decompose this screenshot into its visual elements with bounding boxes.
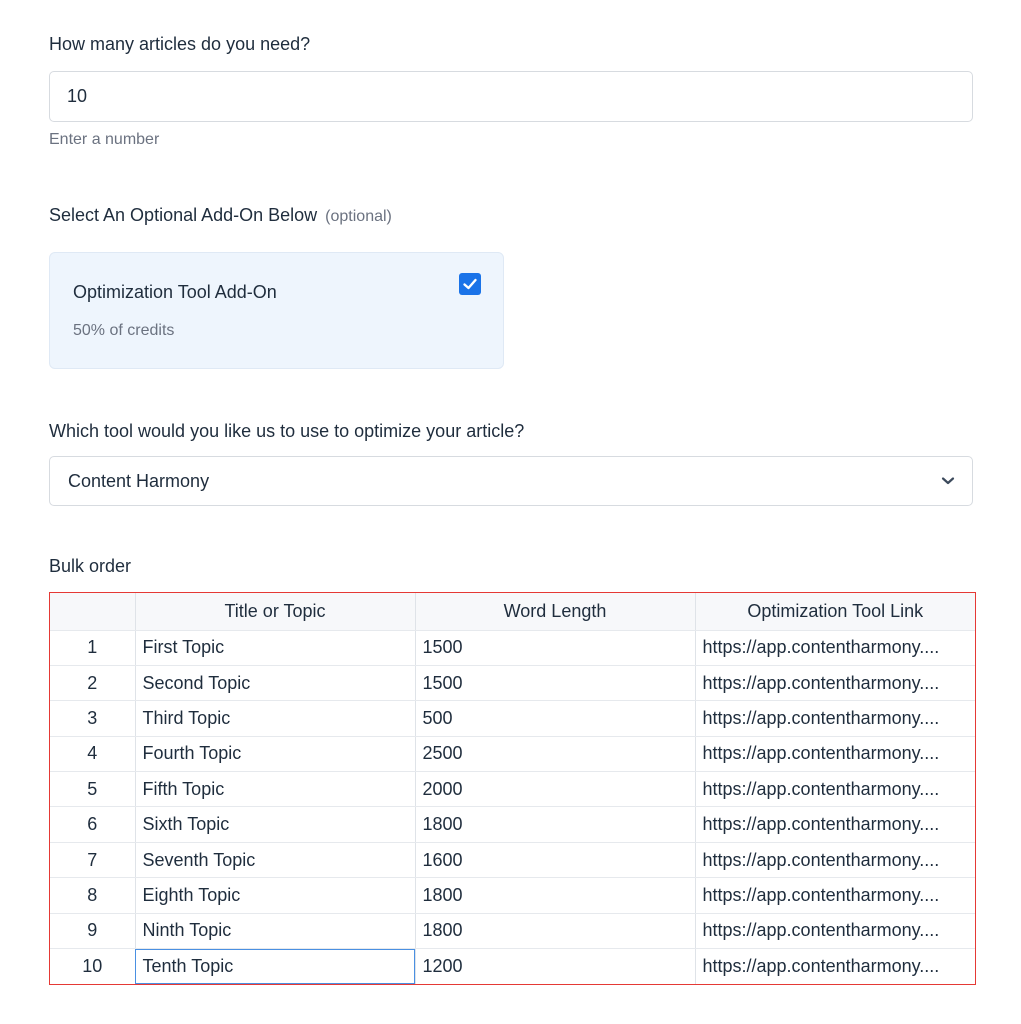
row-number: 8 [50, 878, 135, 913]
tool-select[interactable] [49, 456, 973, 506]
chevron-down-icon [941, 476, 955, 486]
tool-link-cell[interactable]: https://app.contentharmony.... [695, 630, 975, 665]
row-number: 4 [50, 736, 135, 771]
title-cell[interactable]: First Topic [135, 630, 415, 665]
column-header-tool-link[interactable]: Optimization Tool Link [695, 593, 975, 630]
title-cell[interactable]: Second Topic [135, 665, 415, 700]
table-row [50, 807, 975, 842]
table-row [50, 772, 975, 807]
title-cell[interactable]: Eighth Topic [135, 878, 415, 913]
tool-link-cell[interactable]: https://app.contentharmony.... [702, 955, 940, 976]
title-cell-selected[interactable]: Tenth Topic [135, 949, 415, 984]
row-number: 10 [50, 949, 135, 984]
title-cell[interactable]: Ninth Topic [135, 913, 415, 948]
table-row [50, 701, 975, 736]
word-length-cell[interactable]: 1600 [415, 842, 695, 877]
bulk-order-label: Bulk order [49, 556, 132, 576]
title-cell[interactable]: Sixth Topic [135, 807, 415, 842]
addon-card-subtitle: 50% of credits [73, 322, 175, 339]
table-row [50, 949, 975, 984]
word-length-cell[interactable]: 2000 [415, 772, 695, 807]
addon-label-text: Select An Optional Add-On Below [49, 205, 318, 225]
table-row [50, 736, 975, 771]
optional-tag: (optional) [325, 208, 392, 225]
row-number: 7 [50, 842, 135, 877]
row-number: 9 [50, 913, 135, 948]
tool-link-cell[interactable]: https://app.contentharmony.... [695, 913, 975, 948]
table-row [50, 842, 975, 877]
column-header-word-length[interactable]: Word Length [415, 593, 695, 630]
row-number: 3 [50, 701, 135, 736]
table-row [50, 630, 975, 665]
row-number: 2 [50, 665, 135, 700]
tool-link-cell[interactable]: https://app.contentharmony.... [695, 665, 975, 700]
title-cell[interactable]: Third Topic [135, 701, 415, 736]
title-cell[interactable]: Seventh Topic [135, 842, 415, 877]
tool-label: Which tool would you like us to use to optimize your article? [49, 421, 525, 441]
title-cell[interactable]: Fourth Topic [135, 736, 415, 771]
articles-label: How many articles do you need? [49, 34, 311, 54]
word-length-cell[interactable]: 1800 [415, 913, 695, 948]
tool-link-cell[interactable]: https://app.contentharmony.... [695, 807, 975, 842]
tool-link-cell[interactable]: https://app.contentharmony.... [695, 842, 975, 877]
tool-link-cell[interactable]: https://app.contentharmony.... [695, 878, 975, 913]
addon-card-title: Optimization Tool Add-On [73, 282, 277, 302]
word-length-cell[interactable]: 1500 [415, 630, 695, 665]
bulk-order-grid[interactable] [49, 592, 976, 985]
column-header-title[interactable]: Title or Topic [135, 593, 415, 630]
title-cell[interactable]: Fifth Topic [135, 772, 415, 807]
word-length-cell[interactable]: 2500 [415, 736, 695, 771]
word-length-cell[interactable]: 1500 [415, 665, 695, 700]
tool-link-cell[interactable]: https://app.contentharmony.... [695, 701, 975, 736]
word-length-cell[interactable]: 500 [415, 701, 695, 736]
checkmark-icon [462, 276, 478, 292]
table-row [50, 665, 975, 700]
grid-header-row [50, 593, 975, 630]
row-number: 6 [50, 807, 135, 842]
addon-checkbox[interactable] [459, 273, 481, 295]
word-length-cell[interactable]: 1200 [415, 949, 695, 984]
table-row [50, 913, 975, 948]
tool-link-cell[interactable]: https://app.contentharmony.... [695, 772, 975, 807]
row-number: 1 [50, 630, 135, 665]
row-number: 5 [50, 772, 135, 807]
addon-section-label [49, 205, 392, 226]
word-length-cell[interactable]: 1800 [415, 807, 695, 842]
tool-select-value: Content Harmony [68, 471, 210, 491]
tool-link-cell[interactable]: https://app.contentharmony.... [695, 736, 975, 771]
column-header-rownum [50, 593, 135, 630]
articles-hint: Enter a number [49, 131, 160, 148]
word-length-cell[interactable]: 1800 [415, 878, 695, 913]
addon-card[interactable] [49, 252, 504, 369]
articles-count-input[interactable] [49, 71, 973, 122]
table-row [50, 878, 975, 913]
